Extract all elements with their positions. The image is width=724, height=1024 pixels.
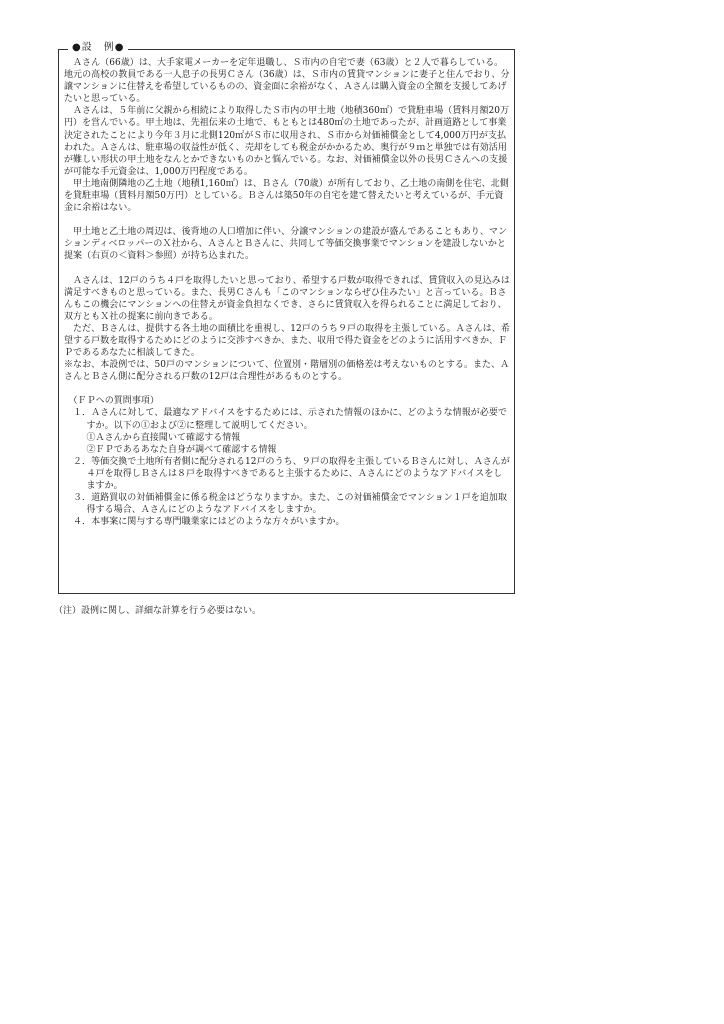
question-1-subitem-2: ②ＦＰであるあなた自身が調べて確認する情報 bbox=[86, 444, 277, 455]
question-2: ２．等価交換で土地所有者側に配分される12戸のうち、９戸の取得を主張しているＢさんに対し、Ａさんが４戸を取得しＢさんは８戸を取得すべきであると主張するために、Ａさんにどのようなアドバイスをしますか。 bbox=[73, 456, 510, 491]
paragraph-note: ※なお、本設例では、50戸のマンションについて、位置別・階層別の価格差は考えないものとする。また、ＡさんとＢさん側に配分される戸数の12戸は合理性があるものとする。 bbox=[64, 360, 510, 383]
question-1-subitem-1: ①Ａさんから直接聞いて確認する情報 bbox=[86, 432, 241, 443]
paragraph-2: Ａさんは、５年前に父親から相続により取得したＳ市内の甲土地（地積360㎡）で貸駐車場（賃料月額20万円）を営んでいる。甲土地は、先祖伝来の土地で、もともとは480㎡の土地であったが、計画道路として事業決定されたことにより今年３月に北側120㎡がＳ市に収用され、Ｓ市から対価補償金として4,000万円が支払われた。Ａさんは、駐車場の収益性が低く、売却をしても税金がかかるため、奥行が９ｍと単独では有効活用が難しい形状の甲土地をなんとかできないものかと悩んでいる。なお、対価補償金以外の長男Ｃさんへの支援が可能な手元資金は、1,000万円程度である。 bbox=[64, 106, 510, 177]
paragraph-3: 甲土地南側隣地の乙土地（地積1,160㎡）は、Ｂさん（70歳）が所有しており、乙土地の南側を住宅、北側を貸駐車場（賃料月額50万円）としている。Ｂさんは築50年の自宅を建て替えたいと考えているが、手元資金に余裕はない。 bbox=[64, 178, 509, 214]
question-4: ４．本事案に関与する専門職業家にはどのような方々がいますか。 bbox=[73, 517, 345, 528]
question-3: ３．道路買収の対価補償金に係る税金はどうなりますか。また、この対価補償金でマンション１戸を追加取得する場合、Ａさんにどのようなアドバイスをしますか。 bbox=[73, 493, 507, 516]
footnote: （注）設例に関し、詳細な計算を行う必要はない。 bbox=[54, 606, 262, 616]
case-content bbox=[64, 57, 511, 528]
paragraph-6: ただ、Ｂさんは、提供する各土地の面積比を重視し、12戸のうち９戸の取得を主張している。Ａさんは、希望する戸数を取得するためにどのように交渉すべきか、また、収用で得た資金をどのように活用すべきか、ＦＰであるあなたに相談してきた。 bbox=[64, 323, 510, 359]
questions-heading: （ＦＰへの質問事項） bbox=[68, 396, 160, 407]
question-1: １．Ａさんに対して、最適なアドバイスをするためには、示された情報のほかに、どのような情報が必要ですか。以下の①および②に整理して説明してください。 bbox=[73, 408, 507, 431]
paragraph-1: Ａさん（66歳）は、大手家電メーカーを定年退職し、Ｓ市内の自宅で妻（63歳）と２人で暮らしている。地元の高校の教員である一人息子の長男Ｃさん（36歳）は、Ｓ市内の賃貸マンションに妻子と住んでおり、分譲マンションに住替えを希望しているものの、資金面に余裕がなく、Ａさんは購入資金の全額を支援してあげたいと思っている。 bbox=[64, 58, 510, 105]
case-title: ●設 例● bbox=[68, 41, 128, 55]
paragraph-4: 甲土地と乙土地の周辺は、後背地の人口増加に伴い、分譲マンションの建設が盛んであることもあり、マンションディベロッパーのＸ社から、ＡさんとＢさんに、共同して等価交換事業でマンションを建設しないかと提案（右頁の＜資料＞参照）が持ち込まれた。 bbox=[64, 227, 507, 262]
paragraph-5: Ａさんは、12戸のうち４戸を取得したいと思っており、希望する戸数が取得できれば、賃貸収入の見込みは満足すべきものと思っている。また、長男Ｃさんも「このマンションならぜひ住みたい」と言っている。Ｂさんもこの機会にマンションへの住替えが資金負担なくでき、さらに賃貸収入を得られることに満足しており、双方ともＸ社の提案に前向きである。 bbox=[64, 275, 510, 322]
